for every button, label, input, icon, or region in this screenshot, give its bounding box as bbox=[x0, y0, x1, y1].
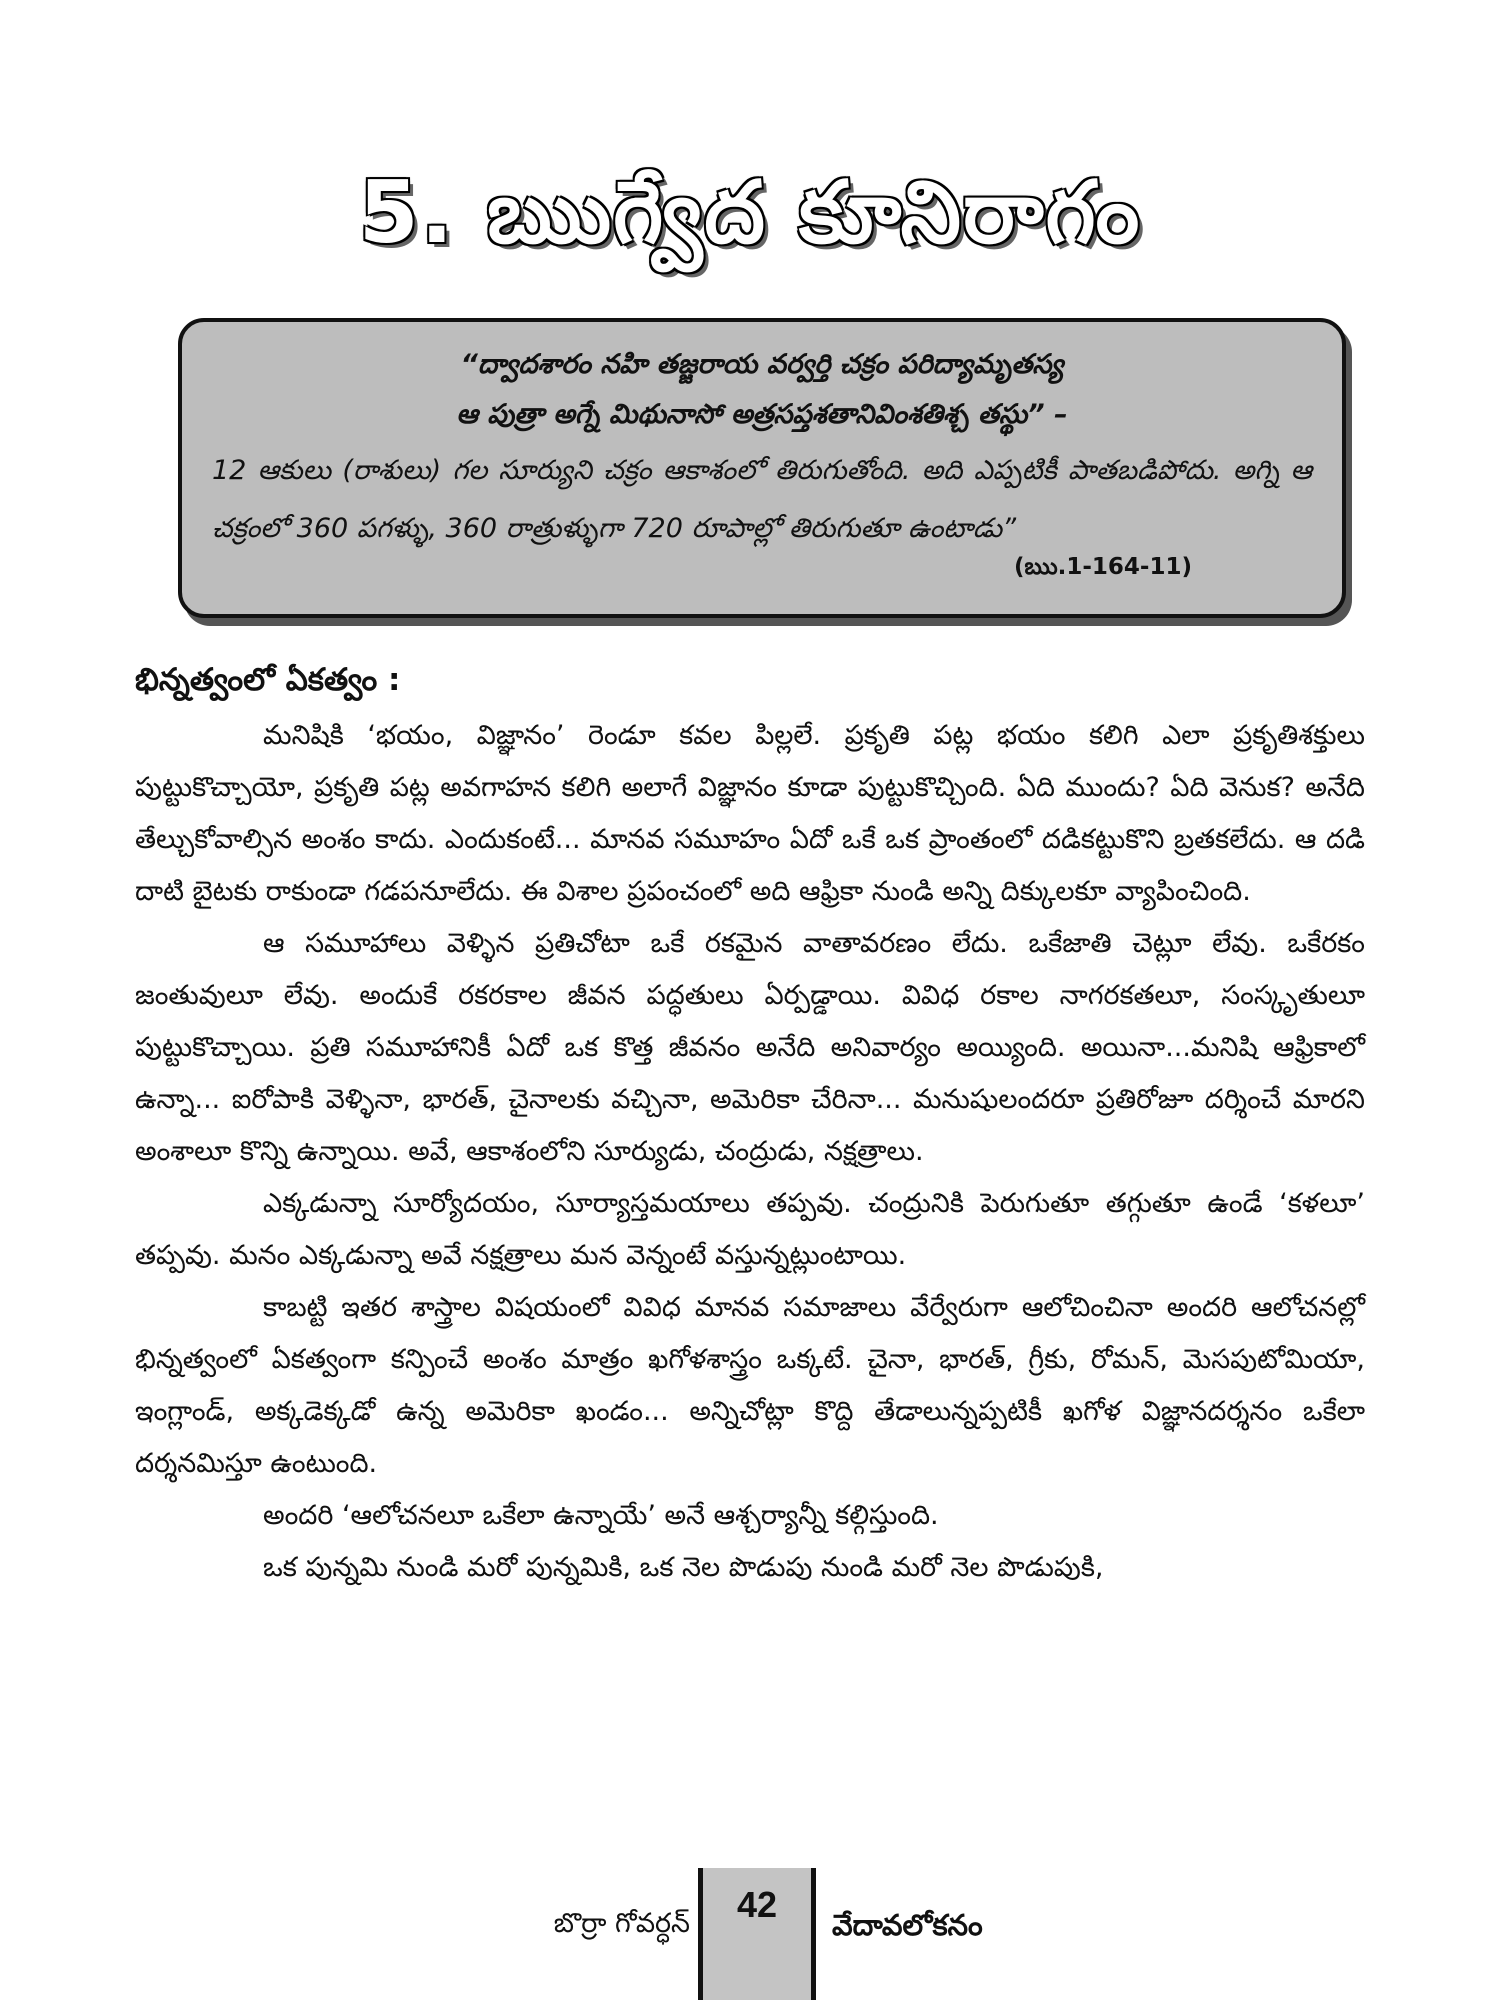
page-number: 42 bbox=[736, 1884, 778, 1925]
verse-reference: (ఋ.1-164-11) bbox=[1013, 554, 1192, 580]
paragraph: ఎక్కడున్నా సూర్యోదయం, సూర్యాస్తమయాలు తప్పవు. చంద్రునికి పెరుగుతూ తగ్గుతూ ఉండే ‘కళలూ’ తప్పవు. మనం ఎక్కడున్నా అవే నక్షత్రాలు మన వెన్నంటే వస్తున్నట్లుంటాయి. bbox=[135, 1188, 1365, 1271]
verse-meaning: 12 ఆకులు (రాశులు) గల సూర్యుని చక్రం ఆకాశంలో తిరుగుతోంది. అది ఎప్పటికీ పాతబడిపోదు. అగ్ని ఆ చక్రంలో 360 పగళ్ళు, 360 రాత్రుళ్ళుగా 720 రూపాల్లో తిరుగుతూ ఉంటాడు” bbox=[212, 455, 1312, 544]
section-heading: భిన్నత్వంలో ఏకత్వం : bbox=[135, 662, 401, 698]
paragraph: ఆ సమూహాలు వెళ్ళిన ప్రతిచోటా ఒకే రకమైన వాతావరణం లేదు. ఒకేజాతి చెట్లూ లేవు. ఒకేరకం జంతువులూ లేవు. అందుకే రకరకాల జీవన పద్ధతులు ఏర్పడ్డాయి. వివిధ రకాల నాగరకతలూ, సంస్కృతులూ పుట్టుకొచ్చాయి. ప్రతి సమూహానికీ ఏదో ఒక కొత్త జీవనం అనేది అనివార్యం అయ్యింది. అయినా...మనిషి ఆఫ్రికాలో ఉన్నా... ఐరోపాకి వెళ్ళినా, భారత్, చైనాలకు వచ్చినా, అమెరికా చేరినా... మనుషులందరూ ప్రతిరోజూ దర్శించే మారని అంశాలూ కొన్ని ఉన్నాయి. అవే, ఆకాశంలోని సూర్యుడు, చంద్రుడు, నక్షత్రాలు. bbox=[135, 928, 1365, 1167]
paragraph: కాబట్టి ఇతర శాస్త్రాల విషయంలో వివిధ మానవ సమాజాలు వేర్వేరుగా ఆలోచించినా అందరి ఆలోచనల్లో భిన్నత్వంలో ఏకత్వంగా కన్పించే అంశం మాత్రం ఖగోళశాస్త్రం ఒక్కటే. చైనా, భారత్, గ్రీకు, రోమన్, మెసపుటోమియా, ఇంగ్లాండ్, అక్కడెక్కడో ఉన్న అమెరికా ఖండం... అన్నిచోట్లా కొద్ది తేడాలున్నప్పటికీ ఖగోళ విజ్ఞానదర్శనం ఒకేలా దర్శనమిస్తూ ఉంటుంది. bbox=[135, 1292, 1365, 1479]
paragraph: అందరి ‘ఆలోచనలూ ఒకేలా ఉన్నాయే’ అనే ఆశ్చర్యాన్నీ కల్గిస్తుంది. bbox=[263, 1500, 939, 1531]
page-footer bbox=[0, 1868, 1500, 2000]
verse-line: ఆ పుత్రా అగ్నే మిథునాసో అత్రసప్తశతానివింశతిశ్చ తస్థు” – bbox=[456, 399, 1068, 430]
body-text bbox=[135, 710, 1365, 1594]
page-title: 5. ఋగ్వేద కూనిరాగం bbox=[358, 162, 1142, 263]
footer-author: బొర్రా గోవర్ధన్ bbox=[553, 1908, 690, 1939]
paragraph: ఒక పున్నమి నుండి మరో పున్నమికి, ఒక నెల పొడుపు నుండి మరో నెల పొడుపుకి, bbox=[263, 1552, 1104, 1583]
verse-line: “ద్వాదశారం నహి తజ్జరాయ వర్వర్తి చక్రం పరిద్యామృతస్య bbox=[460, 349, 1064, 380]
verse-quote-box bbox=[178, 318, 1346, 618]
paragraph: మనిషికి ‘భయం, విజ్ఞానం’ రెండూ కవల పిల్లలే. ప్రకృతి పట్ల భయం కలిగి ఎలా ప్రకృతిశక్తులు పుట్టుకొచ్చాయో, ప్రకృతి పట్ల అవగాహన కలిగి అలాగే విజ్ఞానం కూడా పుట్టుకొచ్చింది. ఏది ముందు? ఏది వెనుక? అనేది తేల్చుకోవాల్సిన అంశం కాదు. ఎందుకంటే... మానవ సమూహం ఏదో ఒకే ఒక ప్రాంతంలో దడికట్టుకొని బ్రతకలేదు. ఆ దడి దాటి బైటకు రాకుండా గడపనూలేదు. ఈ విశాల ప్రపంచంలో అది ఆఫ్రికా నుండి అన్ని దిక్కులకూ వ్యాపించింది. bbox=[135, 720, 1365, 907]
page-number-strip bbox=[698, 1868, 816, 2000]
footer-book-title: వేదావలోకనం bbox=[832, 1908, 983, 1942]
